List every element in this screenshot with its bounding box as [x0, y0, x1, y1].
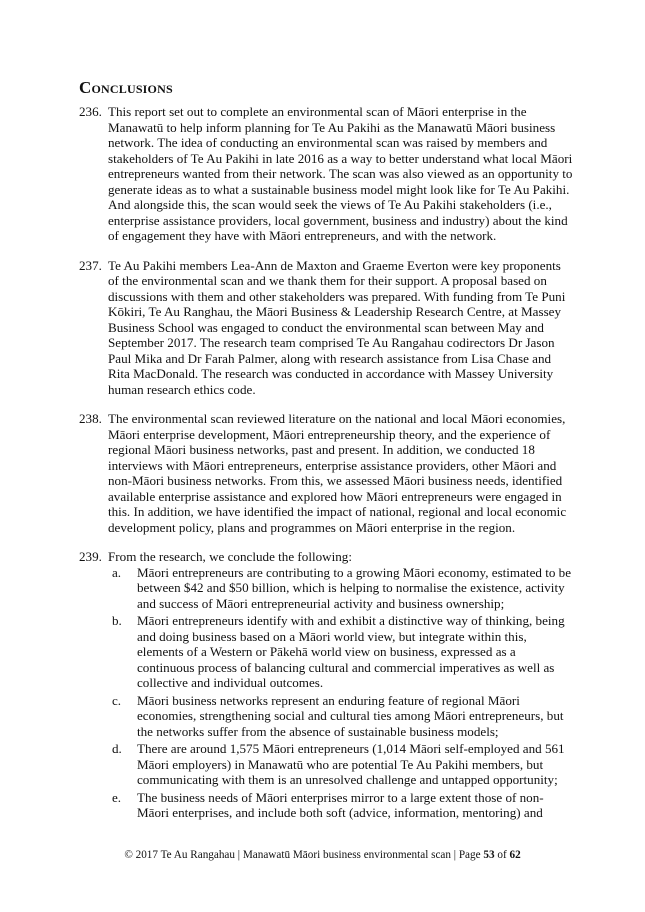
list-item-letter: b. — [112, 613, 122, 628]
footer-of: of — [497, 849, 507, 861]
paragraph-number: 237. — [79, 257, 102, 273]
footer-text: © 2017 Te Au Rangahau | Manawatū Māori business environmental scan | Page — [124, 849, 481, 861]
paragraph-text: The environmental scan reviewed literature on the national and local Māori economies, Māori enterprise development, Māori entrepreneurship theory, and the experience of regional Māori business networks, past and present. In addition, we conducted 18 interviews with Māori entrepreneurs, enterprise assistance providers, other Māori and non-Māori business networks. From this, we assessed Māori business needs, identified available enterprise assistance and explored how Māori entrepreneurs were engaged in this. In addition, we have identified the impact of national, regional and local economic development policy, plans and programmes on Māori enterprise in the region. — [108, 411, 567, 535]
list-item — [108, 693, 573, 740]
paragraph-number: 239. — [79, 549, 102, 564]
list-item-text: Māori business networks represent an enduring feature of regional Māori economies, strengthening social and cultural ties among Māori entrepreneurs, but the networks suffer from the absence of sustainable business models; — [137, 692, 564, 739]
paragraph-number: 236. — [79, 104, 102, 119]
conclusion-list — [108, 565, 573, 821]
list-item-text: Māori entrepreneurs identify with and exhibit a distinctive way of thinking, being and doing business based on a Māori world view, but integrate within this, elements of a Western or Pākehā world view on business, expressed as a continuous process of balancing cultural and commercial imperatives as well as collective and individual outcomes. — [137, 613, 565, 690]
list-item — [108, 790, 573, 821]
paragraph-text: Te Au Pakihi members Lea-Ann de Maxton and Graeme Everton were key proponents of the environmental scan and we thank them for their support. A proposal based on discussions with them and other stakeholders was prepared. With funding from Te Puni Kōkiri, Te Au Ranghau, the Māori Business & Leadership Research Centre, at Massey Business School was engaged to conduct the environmental scan between May and September 2017. The research team comprised Te Au Rangahau codirectors Dr Jason Paul Mika and Dr Farah Palmer, along with research assistance from Lisa Chase and Rita MacDonald. The research was conducted in accordance with Massey University human research ethics code. — [108, 257, 566, 397]
list-item-text: The business needs of Māori enterprises mirror to a large extent those of non-Māori enterprises, and include both soft (advice, information, mentoring) and — [137, 789, 544, 820]
paragraph-238 — [79, 411, 573, 535]
footer-total-pages: 62 — [509, 849, 521, 861]
list-item-letter: a. — [112, 564, 122, 580]
list-item-letter: e. — [112, 789, 122, 805]
list-item — [108, 741, 573, 788]
list-item-text: Māori entrepreneurs are contributing to a growing Māori economy, estimated to be between $42 and $50 billion, which is helping to normalise the existence, activity and success of Māori entrepreneurial activity and business ownership; — [137, 564, 572, 611]
paragraph-text: From the research, we conclude the following: — [108, 549, 352, 564]
section-heading: Conclusions — [79, 78, 173, 97]
paragraph-number: 238. — [79, 411, 102, 426]
list-item-letter: c. — [112, 692, 122, 708]
list-item — [108, 565, 573, 612]
paragraph-text: This report set out to complete an environmental scan of Māori enterprise in the Manawatū to help inform planning for Te Au Pakihi as the Manawatū Māori business network. The idea of conducting an environmental scan was raised by members and stakeholders of Te Au Pakihi in late 2016 as a way to better understand what local Māori entrepreneurs wanted from their network. The scan was also viewed as an opportunity to generate ideas as to what a sustainable business model might look like for Te Au Pakihi. And alongside this, the scan would seek the views of Te Au Pakihi stakeholders (i.e., enterprise assistance providers, local government, business and industry) about the kind of engagement they have with Māori entrepreneurs, and with the network. — [108, 104, 573, 243]
list-item — [108, 613, 573, 691]
list-item-text: There are around 1,575 Māori entrepreneurs (1,014 Māori self-employed and 561 Māori employers) in Manawatū who are potential Te Au Pakihi members, but communicating with them is an unresolved challenge and untapped opportunity; — [137, 741, 565, 787]
document-body — [79, 104, 573, 823]
paragraph-239 — [79, 549, 573, 821]
footer-page-number: 53 — [483, 849, 495, 861]
page-footer — [0, 849, 645, 861]
paragraph-236 — [79, 104, 573, 244]
paragraph-237 — [79, 258, 573, 398]
list-item-letter: d. — [112, 741, 122, 756]
